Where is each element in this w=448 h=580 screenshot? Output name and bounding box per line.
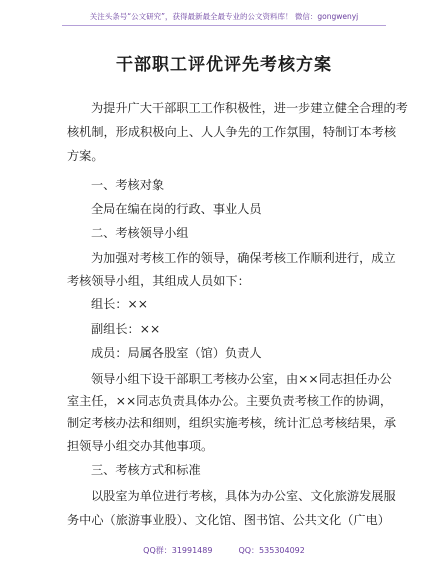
paragraph-line: 务中心（旅游事业股）、文化馆、图书馆、公共文化（广电）	[67, 513, 390, 527]
paragraph-line: 室主任，××同志负责具体办公。主要负责考核工作的协调，	[67, 394, 393, 408]
paragraph-line: 全局在编在岗的行政、事业人员	[91, 202, 262, 216]
member-line: 成员：局属各股室（馆）负责人	[91, 346, 262, 360]
document-title: 干部职工评优评先考核方案	[116, 55, 332, 75]
paragraph-line: 核机制，形成积极向上、人人争先的工作氛围，特制订本考核	[67, 125, 397, 139]
section-heading: 二、考核领导小组	[91, 226, 189, 240]
paragraph-line: 为加强对考核工作的领导，确保考核工作顺利进行，成立	[91, 251, 396, 265]
paragraph-line: 领导小组下设干部职工考核办公室，由××同志担任办公	[91, 372, 392, 386]
paragraph-line: 考核领导小组，其组成人员如下：	[67, 274, 250, 288]
section-heading: 一、考核对象	[91, 178, 165, 192]
paragraph-line: 方案。	[67, 149, 104, 163]
paragraph-line: 担领导小组交办其他事项。	[67, 439, 214, 453]
section-heading: 三、考核方式和标准	[91, 463, 201, 477]
footer	[0, 545, 448, 556]
footer-qq-group: QQ群：31991489	[143, 546, 213, 555]
paragraph-line: 制定考核办法和细则，组织实施考核，统计汇总考核结果，承	[67, 416, 397, 430]
header-divider	[62, 25, 386, 26]
member-line: 副组长：××	[91, 322, 161, 336]
paragraph-line: 为提升广大干部职工工作积极性，进一步建立健全合理的考	[91, 101, 408, 115]
paragraph-line: 以股室为单位进行考核，具体为办公室、文化旅游发展服	[91, 489, 396, 503]
footer-qq: QQ：535304092	[238, 546, 305, 555]
member-line: 组长：××	[91, 297, 148, 311]
header-promo-text: 关注头条号“公文研究”，获得最新最全最专业的公文资料库！ 微信：gongwenyj	[89, 12, 359, 21]
